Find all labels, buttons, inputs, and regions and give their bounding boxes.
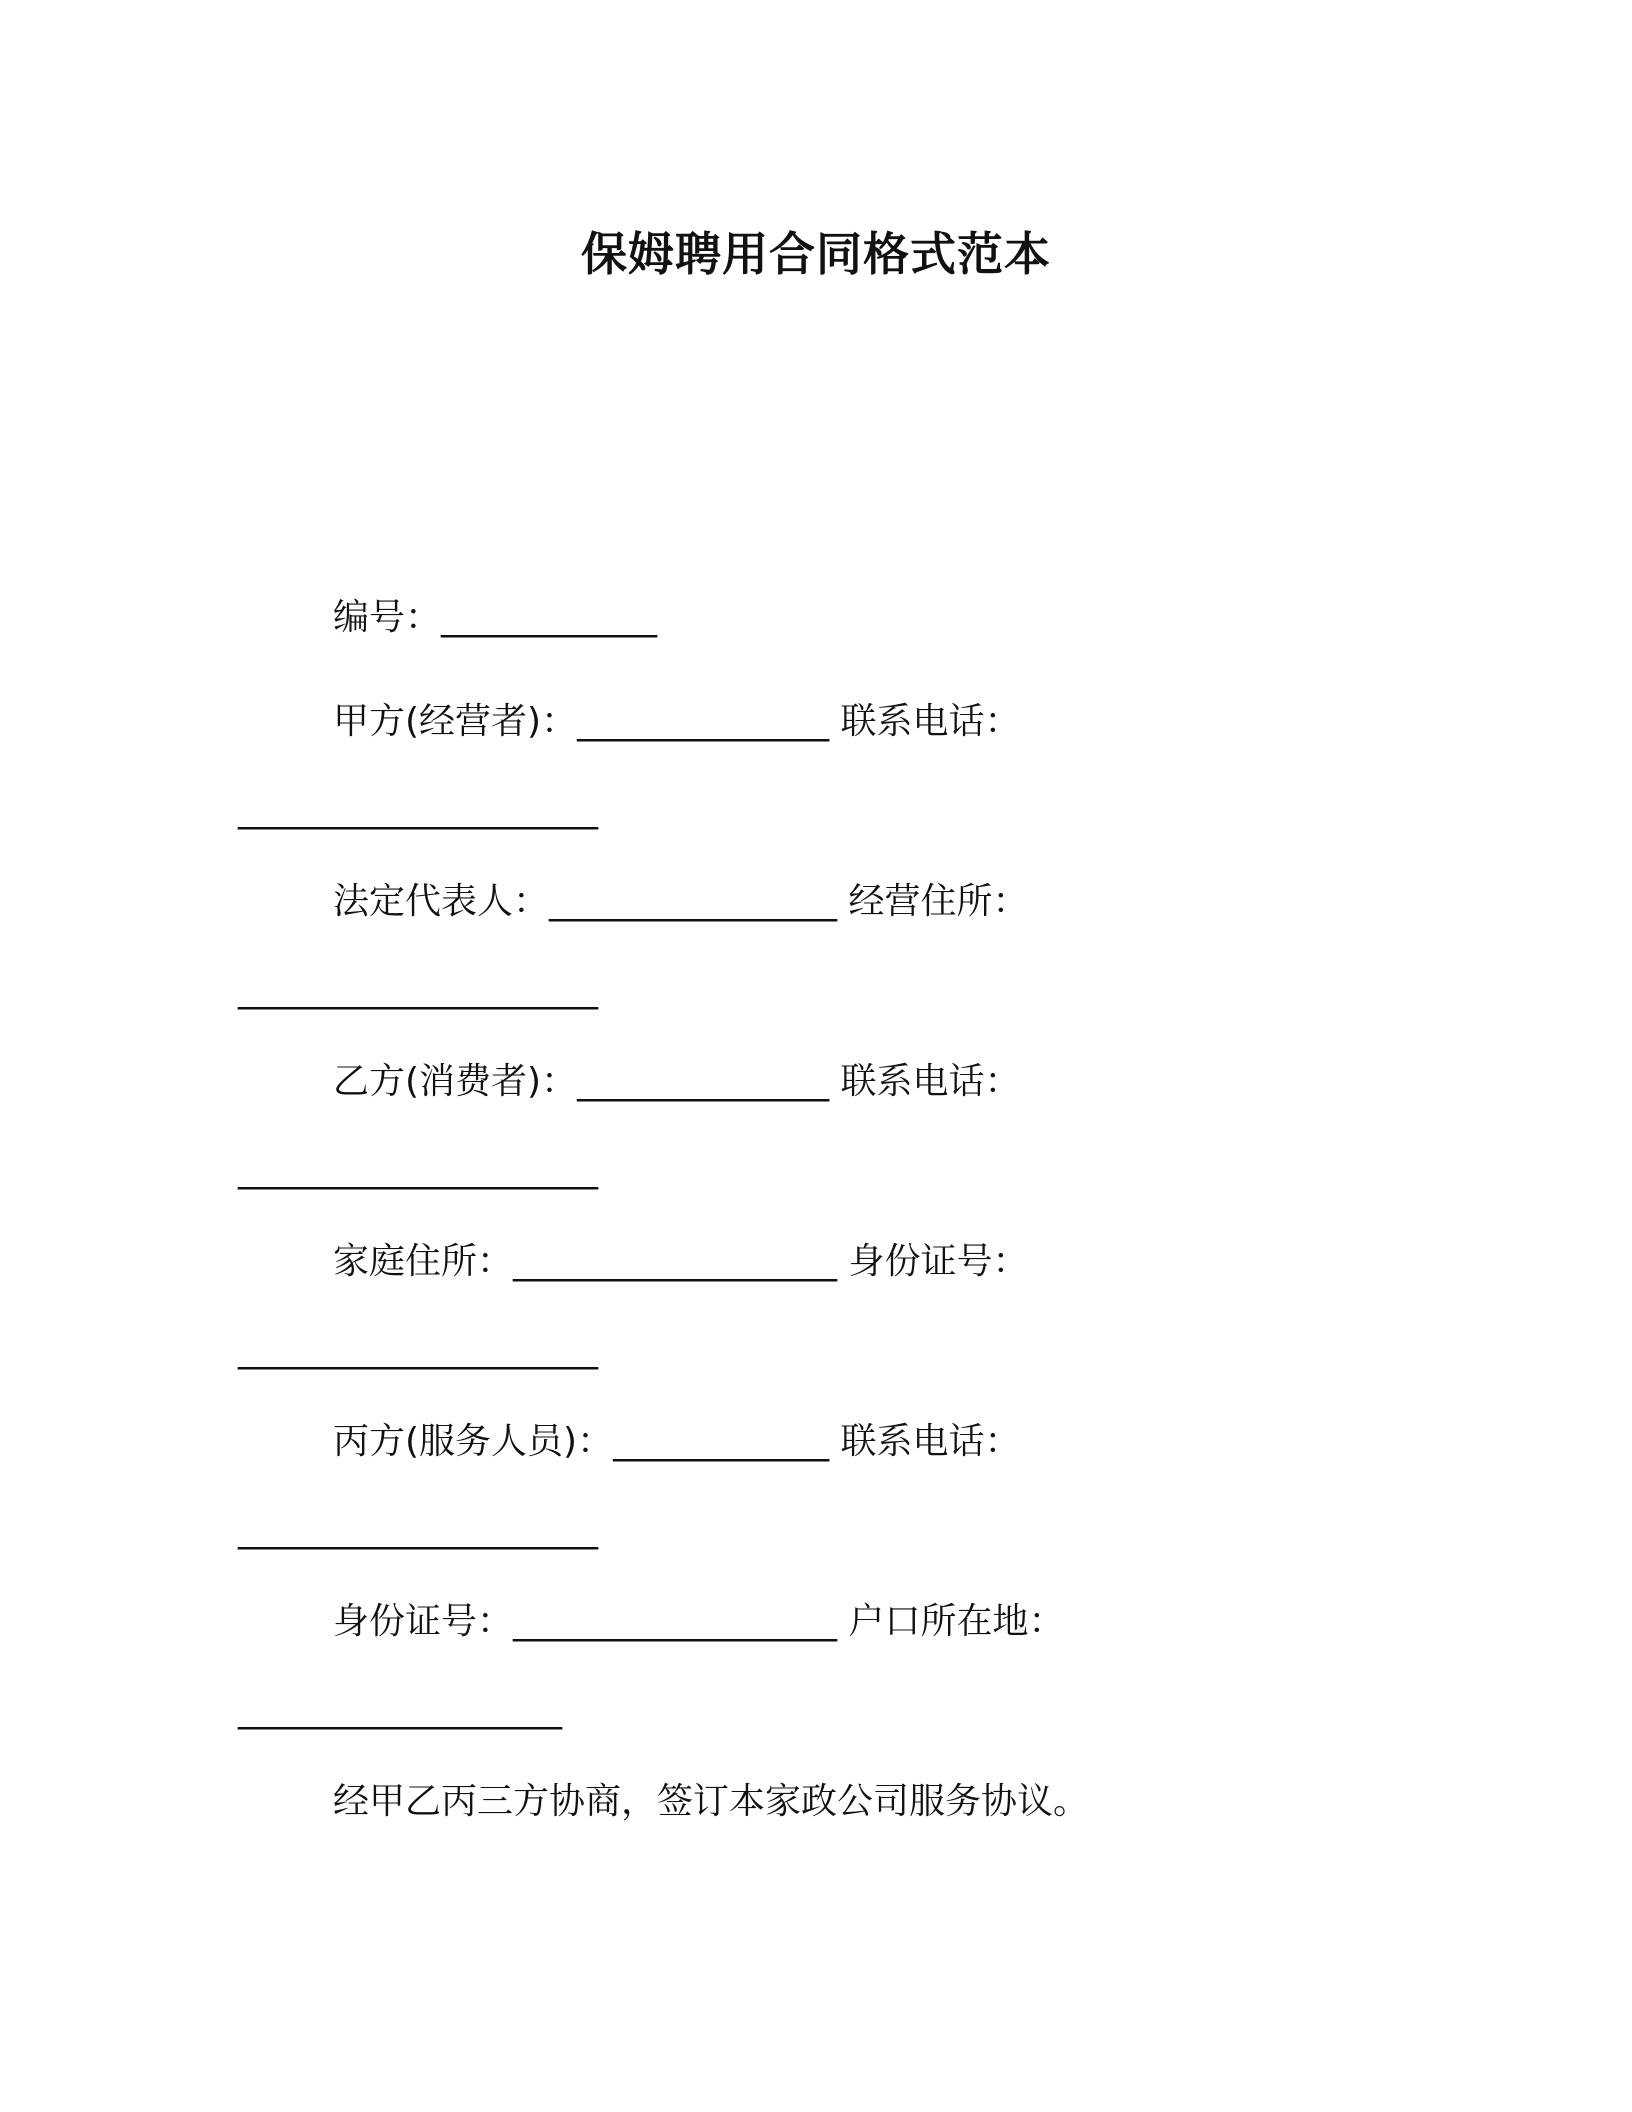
document-title: 保姆聘用合同格式范本 bbox=[581, 227, 1051, 281]
party-c-line: 丙方(服务人员)：____________ 联系电话： bbox=[333, 1421, 1021, 1462]
party-a-phone-blank: ____________________ bbox=[238, 789, 598, 830]
legal-representative-line: 法定代表人：________________ 经营住所： bbox=[333, 881, 1029, 922]
party-c-id-line: 身份证号：__________________ 户口所在地： bbox=[333, 1601, 1065, 1642]
agreement-statement: 经甲乙丙三方协商，签订本家政公司服务协议。 bbox=[333, 1781, 1090, 1822]
contract-number-line: 编号：____________ bbox=[333, 597, 658, 638]
party-c-phone-blank: ____________________ bbox=[238, 1509, 598, 1550]
business-address-blank: ____________________ bbox=[238, 969, 598, 1010]
party-b-line: 乙方(消费者)：______________ 联系电话： bbox=[333, 1061, 1021, 1102]
household-registration-blank: __________________ bbox=[238, 1689, 562, 1730]
home-address-line: 家庭住所：__________________ 身份证号： bbox=[333, 1241, 1029, 1282]
id-number-blank: ____________________ bbox=[238, 1329, 598, 1370]
party-b-phone-blank: ____________________ bbox=[238, 1149, 598, 1190]
party-a-line: 甲方(经营者)：______________ 联系电话： bbox=[333, 701, 1021, 742]
